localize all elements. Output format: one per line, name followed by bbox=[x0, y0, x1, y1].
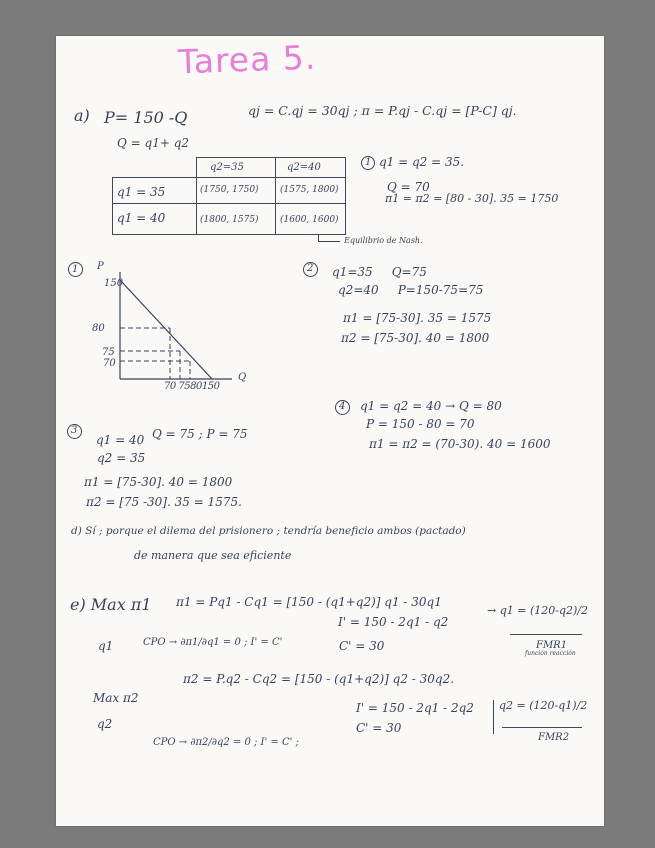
part-e2-rhs2: C' = 30 bbox=[356, 721, 402, 735]
y-tick: 70 bbox=[103, 358, 116, 369]
fmr2-label: FMR2 bbox=[538, 732, 570, 743]
fmr2-underline bbox=[502, 727, 582, 728]
part-e-q: q1 bbox=[98, 639, 114, 653]
part-a-label: a) bbox=[74, 106, 90, 125]
table-cell: (1575, 1800) bbox=[280, 185, 339, 195]
part-e2-eq1: π2 = P.q2 - Cq2 = [150 - (q1+q2)] q2 - 30q2. bbox=[183, 672, 455, 686]
part-e-rhs2: C' = 30 bbox=[339, 639, 385, 653]
case-2-line4: π2 = [75-30]. 40 = 1800 bbox=[341, 331, 490, 345]
nash-arrow bbox=[318, 241, 340, 242]
case-3-line3: π1 = [75-30]. 40 = 1800 bbox=[84, 475, 233, 489]
graph-x-axis-label: Q bbox=[238, 372, 247, 383]
part-e2-q: q2 bbox=[97, 717, 113, 731]
case-4-number: 4 bbox=[339, 401, 346, 412]
part-d-line2: de manera que sea eficiente bbox=[134, 549, 292, 562]
case-1-line1: q1 = q2 = 35. bbox=[379, 155, 465, 169]
part-e-cpo: CPO → ∂π1/∂q1 = 0 ; I' = C' bbox=[143, 637, 283, 648]
fmr1-label: FMR1 bbox=[536, 640, 568, 651]
col-header: q2=40 bbox=[287, 162, 321, 173]
page-title: Tarea 5. bbox=[177, 37, 317, 82]
case-2-line3: π1 = [75-30]. 35 = 1575 bbox=[343, 311, 492, 325]
case-2-line1: q1=35 Q=75 bbox=[332, 265, 427, 279]
demand-equation: P= 150 -Q bbox=[104, 108, 188, 127]
graph-marker-number: 1 bbox=[72, 264, 79, 275]
col-header: q2=35 bbox=[210, 162, 244, 173]
case-1-line3: π1 = π2 = [80 - 30]. 35 = 1750 bbox=[385, 192, 559, 205]
fmr1-sublabel: función reacción bbox=[525, 650, 576, 657]
case-3-number: 3 bbox=[71, 425, 78, 436]
table-cell: (1750, 1750) bbox=[200, 185, 259, 195]
part-e2-result: q2 = (120-q1)/2 bbox=[499, 699, 588, 712]
part-e2-cpo: CPO → ∂π2/∂q2 = 0 ; I' = C' ; bbox=[153, 737, 299, 748]
case-1-number: 1 bbox=[365, 157, 372, 168]
table-cell: (1600, 1600) bbox=[280, 215, 339, 225]
part-e-rhs1: I' = 150 - 2q1 - q2 bbox=[338, 615, 449, 629]
graph-y-axis-label: P bbox=[97, 261, 104, 272]
e2-bracket bbox=[493, 700, 494, 734]
case-4-line1: q1 = q2 = 40 → Q = 80 bbox=[360, 399, 502, 413]
case-3-line4: π2 = [75 -30]. 35 = 1575. bbox=[86, 495, 242, 509]
case-2-number: 2 bbox=[307, 263, 314, 274]
case-4-line2: P = 150 - 80 = 70 bbox=[366, 417, 475, 431]
part-d-line1: d) Sí ; porque el dilema del prisionero ; tendría beneficio ambos (pactado) bbox=[71, 525, 466, 537]
fmr1-underline bbox=[510, 634, 582, 635]
y-tick: 150 bbox=[104, 278, 124, 289]
case-3-line1: q1 = 40 bbox=[96, 433, 145, 447]
table-cell: (1800, 1575) bbox=[200, 215, 259, 225]
case-2-line2: q2=40 P=150-75=75 bbox=[338, 283, 484, 297]
row-header: q1 = 40 bbox=[117, 211, 166, 225]
case-3-line2: q2 = 35 bbox=[97, 451, 146, 465]
part-e-head: e) Max π1 bbox=[70, 595, 152, 614]
cost-profit-equation: qj = C.qj = 30qj ; π = P.qj - C.qj = [P-C] qj. bbox=[248, 103, 517, 118]
case-3-line1b: Q = 75 ; P = 75 bbox=[152, 427, 248, 441]
y-tick: 75 bbox=[102, 347, 115, 358]
x-ticks: 70 7580150 bbox=[164, 381, 220, 392]
part-e2-head: Max π2 bbox=[93, 691, 139, 705]
total-quantity-equation: Q = q1+ q2 bbox=[117, 136, 190, 150]
row-header: q1 = 35 bbox=[117, 185, 166, 199]
part-e2-rhs1: I' = 150 - 2q1 - 2q2 bbox=[356, 701, 474, 715]
nash-note: Equilibrio de Nash. bbox=[344, 236, 423, 245]
case-1-line2: Q = 70 bbox=[387, 180, 430, 194]
part-e-eq1: π1 = Pq1 - Cq1 = [150 - (q1+q2)] q1 - 30q1 bbox=[176, 595, 442, 609]
case-4-line3: π1 = π2 = (70-30). 40 = 1600 bbox=[369, 437, 551, 451]
y-tick: 80 bbox=[92, 323, 105, 334]
part-e-result: → q1 = (120-q2)/2 bbox=[487, 604, 589, 617]
